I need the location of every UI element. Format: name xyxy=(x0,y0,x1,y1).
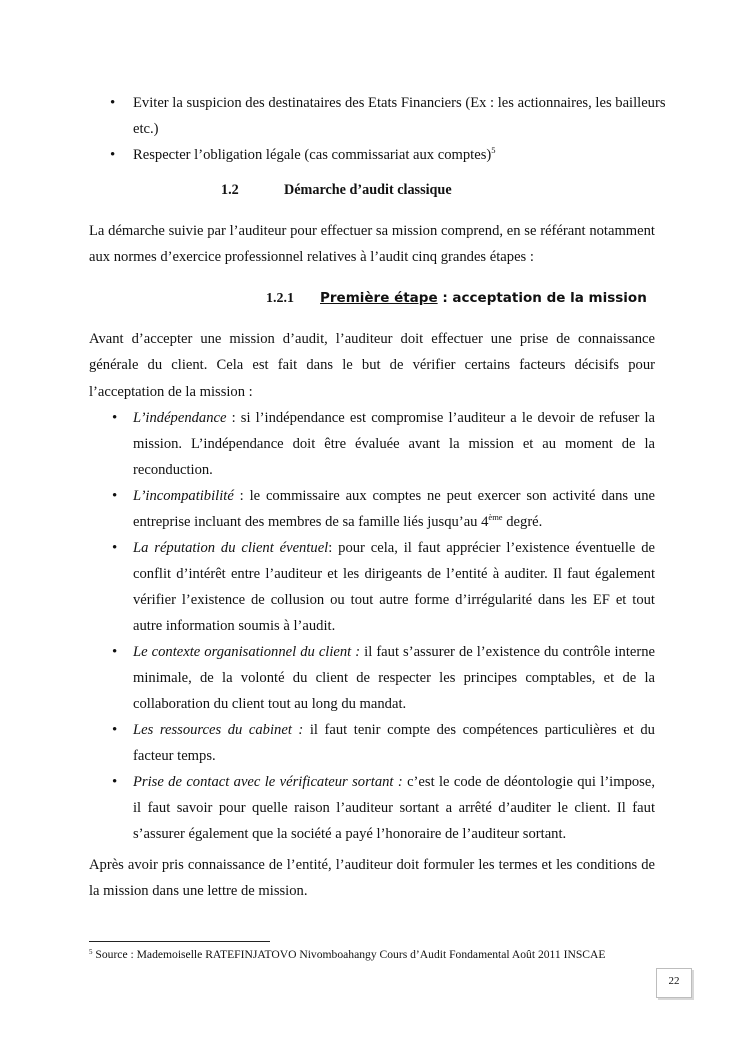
section-heading-1-2-1 xyxy=(266,290,647,307)
factor-text: degré. xyxy=(502,514,543,530)
footnote-mark: 5 xyxy=(89,948,93,956)
factor-term: L’indépendance xyxy=(133,410,227,426)
footnote xyxy=(89,948,605,961)
superscript: ème xyxy=(488,512,503,522)
factors-list xyxy=(112,405,655,847)
section-title-rest: : acceptation de la mission xyxy=(437,290,647,306)
footnote-text: Source : Mademoiselle RATEFINJATOVO Nivomboahangy Cours d’Audit Fondamental Août 2011 INSCAE xyxy=(92,948,606,961)
list-item xyxy=(112,639,655,717)
list-item xyxy=(112,535,655,639)
factor-text: : si l’indépendance est compromise l’auditeur a le devoir de refuser la mission. L’indépendance doit être évaluée avant la mission et au moment de la reconduction. xyxy=(133,410,655,478)
factor-term: Les ressources du cabinet : xyxy=(133,722,304,738)
section-title-underlined: Première étape xyxy=(320,290,438,306)
factor-term: Prise de contact avec le vérificateur sortant : xyxy=(133,774,403,790)
closing-paragraph: Après avoir pris connaissance de l’entité, l’auditeur doit formuler les termes et les conditions de la mission dans une lettre de mission. xyxy=(89,857,655,900)
factor-text: il faut tenir compte des compétences particulières et du facteur temps. xyxy=(133,722,655,764)
list-item xyxy=(108,90,668,142)
factor-term: La réputation du client éventuel xyxy=(133,540,329,556)
factor-text: : le commissaire aux comptes ne peut exercer son activité dans une entreprise incluant des membres de sa famille liés jusqu’au 4 xyxy=(133,488,655,530)
list-item xyxy=(108,142,668,168)
section-number: 1.2 xyxy=(221,182,239,198)
top-bullet-list xyxy=(108,90,668,168)
intro-paragraph: La démarche suivie par l’auditeur pour effectuer sa mission comprend, en se référant notamment aux normes d’exercice professionnel relatives à l’audit cinq grandes étapes : xyxy=(89,223,655,266)
factor-term: L’incompatibilité xyxy=(133,488,234,504)
factor-text: : pour cela, il faut apprécier l’existence éventuelle de conflit d’intérêt entre l’auditeur et les dirigeants de l’entité à auditer. Il faut également vérifier l’existence de collusion ou tout autre forme d’irrégularité dans les EF et tout autre information soumis à l’audit. xyxy=(133,540,656,634)
page-number: 22 xyxy=(656,968,692,998)
list-item-text: Respecter l’obligation légale (cas commissariat aux comptes) xyxy=(133,147,492,163)
section-number: 1.2.1 xyxy=(266,291,294,306)
acceptance-paragraph: Avant d’accepter une mission d’audit, l’auditeur doit effectuer une prise de connaissance générale du client. Cela est fait dans le but de vérifier certains facteurs décisifs pour l’acceptation de la mission : xyxy=(89,331,655,400)
list-item-text: Eviter la suspicion des destinataires des Etats Financiers (Ex : les actionnaires, les bailleurs etc.) xyxy=(133,95,666,137)
list-item xyxy=(112,769,655,847)
list-item xyxy=(112,483,655,535)
list-item xyxy=(112,405,655,483)
footnote-reference: 5 xyxy=(491,145,496,155)
factor-term: Le contexte organisationnel du client : xyxy=(133,644,361,660)
factor-text: il faut s’assurer de l’existence du contrôle interne minimale, de la volonté du client de respecter les principes comptables, et de la collaboration du client tout au long du mandat. xyxy=(133,644,655,712)
section-heading-1-2 xyxy=(221,182,452,199)
footnote-divider xyxy=(89,941,270,942)
section-title: Démarche d’audit classique xyxy=(284,182,452,198)
list-item xyxy=(112,717,655,769)
factor-text: c’est le code de déontologie qui l’impose, il faut savoir pour quelle raison l’auditeur sortant a arrêté d’auditer le client. Il faut s’assurer également que la société a payé l’honoraire de l’auditeur sortant. xyxy=(133,774,655,842)
